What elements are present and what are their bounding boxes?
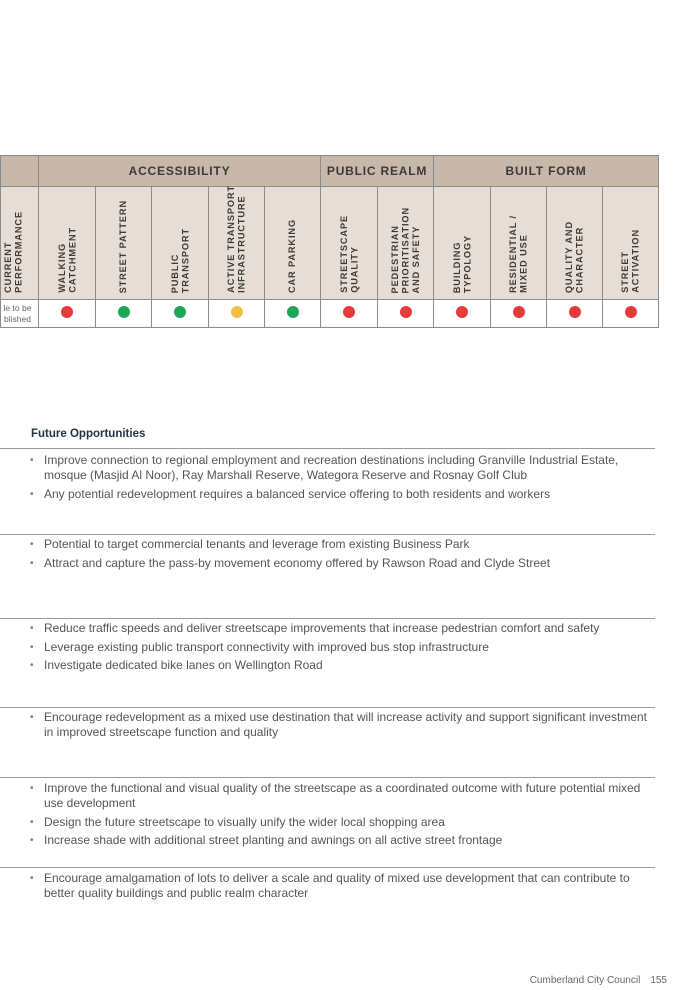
legend-cell — [1, 300, 39, 328]
group-header-public-realm: PUBLIC REALM — [321, 156, 434, 187]
status-dot-walking-catchment — [61, 306, 73, 318]
status-row — [1, 300, 659, 328]
group-header-partial — [1, 156, 39, 187]
column-header-building-typology: BUILDING TYPOLOGY — [434, 187, 491, 300]
legend-line-2: blished — [4, 313, 31, 324]
divider — [0, 448, 655, 449]
status-dot-public-transport — [174, 306, 186, 318]
opportunity-group-6 — [30, 871, 655, 905]
future-opportunities-title: Future Opportunities — [31, 428, 146, 440]
status-dot-pedestrian-prioritisation — [400, 306, 412, 318]
list-item: • Reduce traffic speeds and deliver streetscape improvements that increase pedestrian comfort and safety — [30, 621, 655, 636]
column-header-car-parking: CAR PARKING — [265, 187, 321, 300]
status-dot-car-parking — [287, 306, 299, 318]
column-header-street-pattern: STREET PATTERN — [96, 187, 152, 300]
divider — [0, 618, 655, 619]
list-item: • Any potential redevelopment requires a balanced service offering to both residents and workers — [30, 487, 655, 502]
list-item: • Potential to target commercial tenants and leverage from existing Business Park — [30, 537, 655, 552]
divider — [0, 534, 655, 535]
assessment-table-wrap — [0, 155, 658, 328]
list-item: • Encourage redevelopment as a mixed use destination that will increase activity and support significant investment in improved streetscape function and quality — [30, 710, 655, 740]
group-header-row — [1, 156, 659, 187]
assessment-table — [0, 155, 659, 328]
group-header-built-form: BUILT FORM — [434, 156, 659, 187]
list-item: • Improve connection to regional employment and recreation destinations including Granville Industrial Estate, mosque (Masjid Al Noor), Ray Marshall Reserve, Wategora Reserve and Rosnay Golf Club — [30, 453, 655, 483]
list-item: • Increase shade with additional street planting and awnings on all active street frontage — [30, 833, 655, 848]
column-header-quality-character: QUALITY AND CHARACTER — [547, 187, 603, 300]
opportunity-group-1 — [30, 453, 655, 505]
column-header-walking-catchment: WALKING CATCHMENT — [39, 187, 96, 300]
column-header-public-transport: PUBLIC TRANSPORT — [152, 187, 209, 300]
column-header-pedestrian-prioritisation: PEDESTRIAN PRIORITISATION AND SAFETY — [378, 187, 434, 300]
column-header-row — [1, 187, 659, 300]
group-header-accessibility: ACCESSIBILITY — [39, 156, 321, 187]
footer-council-name: Cumberland City Council — [529, 975, 641, 986]
status-dot-street-pattern — [118, 306, 130, 318]
opportunity-group-5 — [30, 781, 655, 852]
opportunity-group-3 — [30, 621, 655, 677]
page-footer — [520, 975, 667, 986]
opportunity-group-4 — [30, 710, 655, 744]
divider — [0, 867, 655, 868]
status-dot-street-activation — [625, 306, 637, 318]
status-dot-building-typology — [456, 306, 468, 318]
divider — [0, 707, 655, 708]
divider — [0, 777, 655, 778]
list-item: • Design the future streetscape to visually unify the wider local shopping area — [30, 815, 655, 830]
list-item: • Improve the functional and visual quality of the streetscape as a coordinated outcome with future potential mixed use development — [30, 781, 655, 811]
list-item: • Investigate dedicated bike lanes on Wellington Road — [30, 658, 655, 673]
status-dot-streetscape-quality — [343, 306, 355, 318]
column-header-residential-mixed-use: RESIDENTIAL / MIXED USE — [491, 187, 547, 300]
opportunity-group-2 — [30, 537, 655, 574]
status-dot-active-transport — [231, 306, 243, 318]
status-dot-quality-character — [569, 306, 581, 318]
column-header-streetscape-quality: STREETSCAPE QUALITY — [321, 187, 378, 300]
list-item: • Leverage existing public transport connectivity with improved bus stop infrastructure — [30, 640, 655, 655]
column-header-current-performance: CURRENT PERFORMANCE — [1, 187, 39, 300]
status-dot-residential-mixed-use — [513, 306, 525, 318]
page-number: 155 — [650, 975, 667, 986]
list-item: • Attract and capture the pass-by movement economy offered by Rawson Road and Clyde Street — [30, 556, 655, 571]
column-header-street-activation: STREET ACTIVATION — [603, 187, 659, 300]
column-header-active-transport: ACTIVE TRANSPORT INFRASTRUCTURE — [209, 187, 265, 300]
list-item: • Encourage amalgamation of lots to deliver a scale and quality of mixed use development that can contribute to better quality buildings and public realm character — [30, 871, 655, 901]
legend-line-1: le to be — [3, 302, 32, 313]
